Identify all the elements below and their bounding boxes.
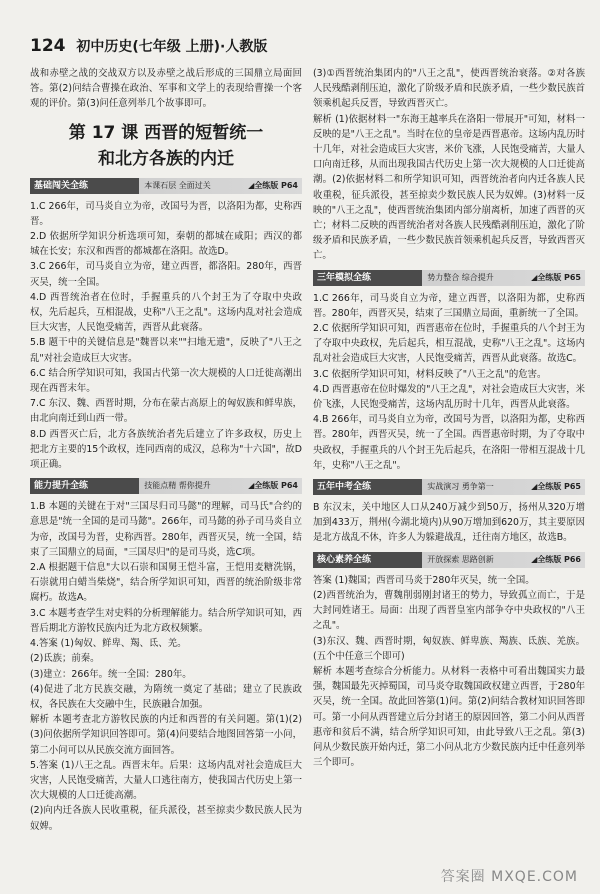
list-item: (2)西晋统治为，曹魏削弱刚封诸王的势力，导致孤立而亡，于是大封同姓诸王。局面：出现了西晋皇室内部争夺中央政权的"八王之乱"。 [313,589,585,632]
list-item: 4.D 西晋统治者在位时，手握重兵的八个封王为了夺取中央政权，先后起兵，互相混战，史称"八王之乱"。这场内乱对社会造成巨大灾害，人民饱受痛苦，西晋从此衰落。 [30,291,302,334]
list-item: 2.C 依据所学知识可知，西晋惠帝在位时，手握重兵的八个封王为了夺取中央政权，先后起兵，相互混战，史称"八王之乱"。这场内乱对社会造成巨大灾害，人民饱受痛苦，西晋从此衰落。故选C。 [313,323,585,365]
page-number: 124 [30,36,66,56]
three-year-items [313,291,585,473]
section-ref: ◢全练版 P64 [248,180,298,190]
intro-text: 战和赤壁之战的交战双方以及赤壁之战后形成的三国鼎立局面回答。第(2)问结合曹操在政治、军事和文学上的表现给曹操一个客观的评价。第(3)问任意列举几个故事即可。 [30,68,302,110]
section-name: 核心素养全练 [317,554,372,565]
lesson-title-line-1: 第 17 课 西晋的短暂统一 [68,122,264,143]
list-item: 7.C 东汉、魏、西晋时期，分布在蒙古高原上的匈奴族和鲜卑族，由北向南迁到山西一带。 [30,398,302,425]
list-item: 4.B 266年，司马炎自立为帝，改国号为晋，以洛阳为都，史称西晋。280年，西晋灭吴，统一了全国。西晋惠帝时期，为了夺取中央政权，手握重兵的八个封王先后起兵，在洛阳一带相互混战十几年，史称"八王之乱"。 [313,414,585,471]
section-tag: 开放探索 思路创新 [427,554,494,564]
list-item: 3.C 本题考查学生对史料的分析理解能力。结合所学知识可知，西晋后期北方游牧民族内迁为北方政权频繁。 [30,607,302,634]
list-item: (2)氐族；前秦。 [30,653,100,665]
section-bar-three-year [313,270,585,286]
list-item: 4.D 西晋惠帝在位时爆发的"八王之乱"，对社会造成巨大灾害，米价飞涨，人民饱受痛苦，这场内乱历时十几年，西晋从此衰落。 [313,383,585,411]
continued-answer: (3)①西晋统治集团内的"八王之乱"，使西晋统治衰落。②对各族人民残酷剥削压迫，激化了阶级矛盾和民族矛盾，一些少数民族首领乘机起兵反晋，导致西晋灭亡。 [313,68,585,110]
section-ref: ◢全练版 P65 [531,272,581,282]
list-item: (2)向内迁各族人民收重税，征兵派役，甚至掠卖少数民族人民为奴婢。 [30,805,302,832]
section-name: 三年模拟全练 [317,272,372,283]
watermark-logo: 答案圈 MXQE.COM [440,869,578,885]
list-item: 3.C 依据所学知识可知，材料反映了"八王之乱"的危害。 [313,368,547,380]
section-ref: ◢全练版 P64 [248,481,298,491]
list-item: 答案 (1)魏国；西晋司马炎于280年灭吴，统一全国。 [313,574,535,586]
left-column [30,66,302,834]
list-item: 1.C 266年，司马炎自立为帝，建立西晋，以洛阳为都，史称西晋。280年，西晋灭吴，结束了三国鼎立局面，重新统一了全国。 [313,292,585,319]
section-ref: ◢全练版 P65 [531,482,581,492]
book-title: 初中历史(七年级 上册)·人教版 [76,39,268,55]
list-item: 5.答案 (1)八王之乱。西晋末年。后果：这场内乱对社会造成巨大灾害，人民饱受痛苦，大量人口逃往南方，使我国古代历史上第一次大规模的人口迁徙高潮。 [30,759,302,802]
list-item: 5.B 题干中的关键信息是"魏晋以来""扫地无遗"，反映了"八王之乱"对社会造成巨大灾害。 [30,337,302,364]
section-bar-basic [30,178,302,194]
section-bar-core [313,552,585,568]
section-name: 五年中考全练 [317,482,372,493]
section-tag: 实战演习 勇争第一 [427,482,494,492]
page-header [30,36,267,58]
list-item: 8.D 西晋灭亡后，北方各族统治者先后建立了许多政权，历史上把北方主要的15个政权，连同西南的成汉，总称为"十六国"，故D项正确。 [30,428,302,471]
section-name: 基础闯关全练 [34,180,89,191]
list-item: (3)建立：266年。统一全国：280年。 [30,668,192,680]
section-tag: 本课石层 全面过关 [144,180,211,190]
list-item: 解析 本题考查北方游牧民族的内迁和西晋的有关问题。第(1)(2)(3)问依据所学知识回答即可。第(4)问要结合地图回答第一小问，第二小问可以从民族交流方面回答。 [30,714,302,756]
list-item: 1.B 本题的关键在于对"三国尽归司马懿"的理解，司马氏"合约的意思是"统一全国的是司马懿"。266年，司马懿的孙子司马炎自立为帝，改国号为晋，史称西晋。280年，西晋灭吴，统一全国，结束了三国鼎立的局面，"三国尽归"的是司马炎，选C项。 [30,501,302,558]
core-items [313,573,585,771]
list-item: 3.C 266年，司马炎自立为帝，建立西晋，都洛阳。280年，西晋灭吴，统一全国。 [30,261,302,288]
section-tag: 势力整合 综合提升 [427,272,494,282]
list-item: 1.C 266年，司马炎自立为帝，改国号为晋，以洛阳为都，史称西晋。 [30,200,302,227]
list-item: 2.A 根据题干信息"大以石崇和国舅王恺斗富，王恺用麦糖洗锅，石崇就用白蜡当柴烧"，结合所学知识可知，西晋的统治阶级非常腐朽。故选A。 [30,562,302,604]
list-item: (4)促进了北方民族交融，为隋统一奠定了基础；建立了民族政权，各民族在大交融中生，民族融合加强。 [30,683,302,710]
lesson-title [30,120,302,172]
section-tag: 技能点精 帮你提升 [144,481,211,491]
list-item: 解析 本题考查综合分析能力。从材料一表格中可看出魏国实力最强，魏国最先灭掉蜀国，司马炎夺取魏国政权建立西晋，于280年灭吴，统一全国。故此回答第(1)问。第(2)问结合教材知识回答即可。第一小问从西晋建立后分封诸王的原因回答，第二小问从西晋惠帝和贫后不满，结合所学知识可知，由此导致八王之乱。第(3)问从少数民族开始内迁，第二小问从北方少数民族内迁中任意列举三个即可。 [313,665,585,769]
section-bar-ability [30,478,302,494]
section-bar-five-year [313,479,585,495]
section-ref: ◢全练版 P66 [531,554,581,564]
list-item: 2.D 依据所学知识分析选项可知，秦朝的都城在咸阳；西汉的都城在长安；东汉和西晋的都城都在洛阳。故选D。 [30,231,302,258]
analysis-text: 解析 (1)依据材料一"东海王越率兵在洛阳一带展开"可知，材料一反映的是"八王之乱"。当时在位的皇帝是西晋惠帝。这场内乱历时十几年，对社会造成巨大灾害，米价飞涨，人民饱受痛苦，大量人口向南迁移，从而出现我国古代历史上第一次大规模的人口迁徙高潮。(2)依据材料二和所学知识可知，西晋统治者向内迁各族人民收重税，征兵派役，甚至掠卖少数民族人民为奴婢。(3)材料一反映的"八王之乱"，使西晋统治集团内部分崩离析，加速了西晋的灭亡；材料二反映的西晋统治者对各族人民残酷剥削压迫，激化了阶级矛盾和民族矛盾，一些少数民族首领乘机起兵反晋，导致西晋灭亡。 [313,113,585,262]
list-item: 4.答案 (1)匈奴、鲜卑、羯、氐、羌。 [30,638,187,650]
five-year-items [313,500,585,546]
ability-items [30,499,302,833]
list-item: B 东汉末，关中地区人口从240万减少到50万，扬州从320万增加到433万，荆州(今湖北境内)从90万增加到620万，其主要原因是北方战乱不休，许多人为躲避战乱，迁往南方地区，故选B。 [313,502,585,544]
basic-items [30,199,302,473]
lesson-title-line-2: 和北方各族的内迁 [98,148,234,169]
list-item: 6.C 结合所学知识可知，我国古代第一次大规模的人口迁徙高潮出现在西晋末年。 [30,367,302,395]
section-name: 能力提升全练 [34,481,89,492]
list-item: (3)东汉、魏、西晋时期，匈奴族、鲜卑族、羯族、氐族、羌族。(五个中任意三个即可) [313,635,585,662]
right-column [313,66,585,770]
